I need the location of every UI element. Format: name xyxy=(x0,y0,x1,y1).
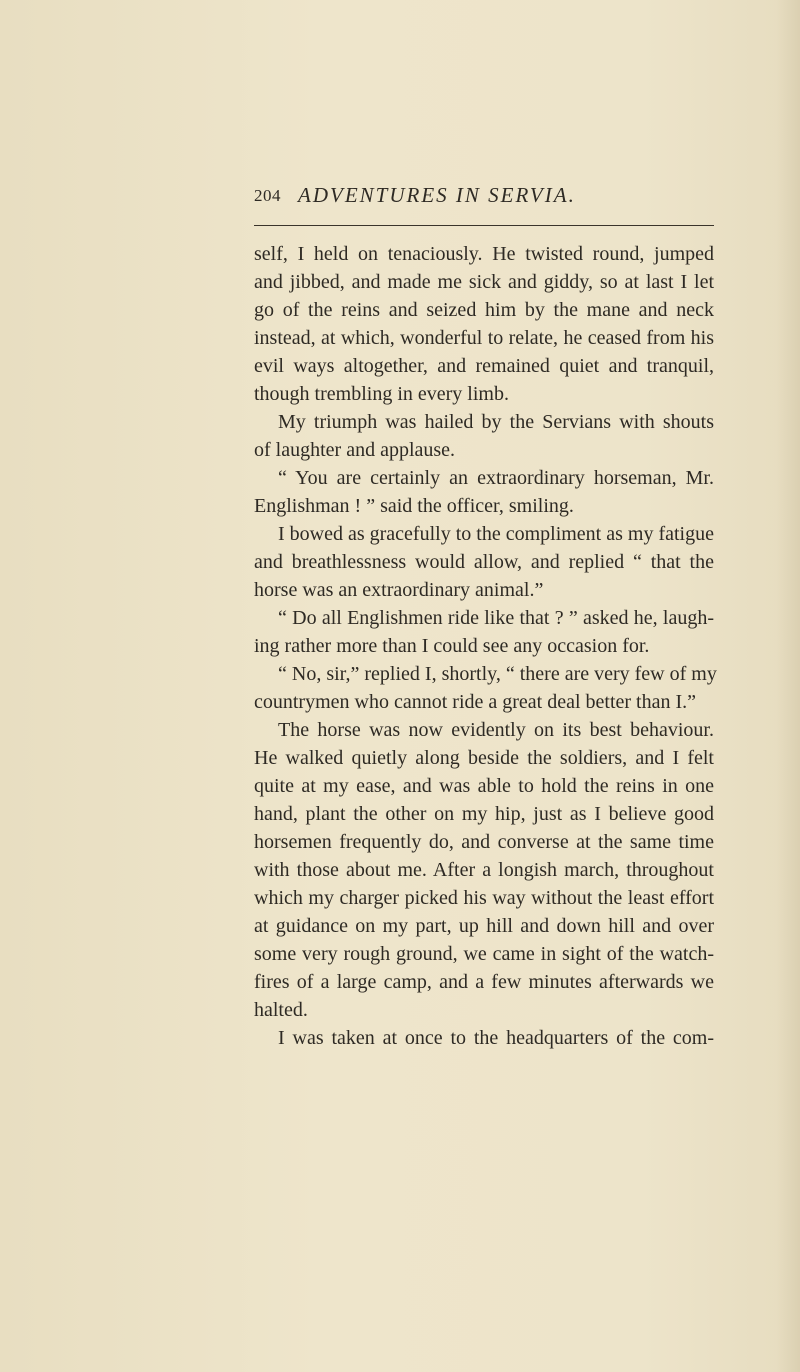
text-line: He walked quietly along beside the soldiers, and I felt xyxy=(254,747,714,769)
text-line: I was taken at once to the headquarters of the com- xyxy=(278,1027,714,1049)
page-number: 204 xyxy=(254,186,281,205)
text-line: ing rather more than I could see any occasion for. xyxy=(254,635,650,657)
text-line: My triumph was hailed by the Servians with shouts xyxy=(278,411,714,433)
running-head: ADVENTURES IN SERVIA. xyxy=(298,183,576,207)
text-line: go of the reins and seized him by the mane and neck xyxy=(254,299,714,321)
text-line: horse was an extraordinary animal.” xyxy=(254,579,544,601)
text-line: though trembling in every limb. xyxy=(254,383,509,405)
text-line: evil ways altogether, and remained quiet and tranquil, xyxy=(254,355,714,377)
text-line: and jibbed, and made me sick and giddy, so at last I let xyxy=(254,271,714,293)
text-line: Englishman ! ” said the officer, smiling. xyxy=(254,495,574,517)
text-line: horsemen frequently do, and converse at the same time xyxy=(254,831,714,853)
page-edge-shadow xyxy=(776,0,800,1372)
text-line: some very rough ground, we came in sight of the watch- xyxy=(254,943,714,965)
text-line: with those about me. After a longish march, throughout xyxy=(254,859,714,881)
body-text xyxy=(254,240,717,1052)
text-line: fires of a large camp, and a few minutes afterwards we xyxy=(254,971,714,993)
text-line: halted. xyxy=(254,999,308,1021)
text-line: The horse was now evidently on its best behaviour. xyxy=(278,719,714,741)
header-rule xyxy=(254,225,714,226)
text-line: at guidance on my part, up hill and down hill and over xyxy=(254,915,714,937)
text-line: which my charger picked his way without the least effort xyxy=(254,887,714,909)
text-line: hand, plant the other on my hip, just as I believe good xyxy=(254,803,714,825)
text-line: I bowed as gracefully to the compliment as my fatigue xyxy=(278,523,714,545)
text-line: and breathlessness would allow, and replied “ that the xyxy=(254,551,714,573)
text-line: “ Do all Englishmen ride like that ? ” asked he, laugh- xyxy=(278,607,714,629)
text-line: “ You are certainly an extraordinary horseman, Mr. xyxy=(278,467,714,489)
text-line: countrymen who cannot ride a great deal better than I.” xyxy=(254,691,697,713)
page-header xyxy=(254,183,714,214)
text-line: instead, at which, wonderful to relate, he ceased from his xyxy=(254,327,714,349)
text-line: quite at my ease, and was able to hold the reins in one xyxy=(254,775,714,797)
text-line: self, I held on tenaciously. He twisted round, jumped xyxy=(254,243,714,265)
text-line: “ No, sir,” replied I, shortly, “ there are very few of my xyxy=(278,663,717,685)
text-line: of laughter and applause. xyxy=(254,439,456,461)
